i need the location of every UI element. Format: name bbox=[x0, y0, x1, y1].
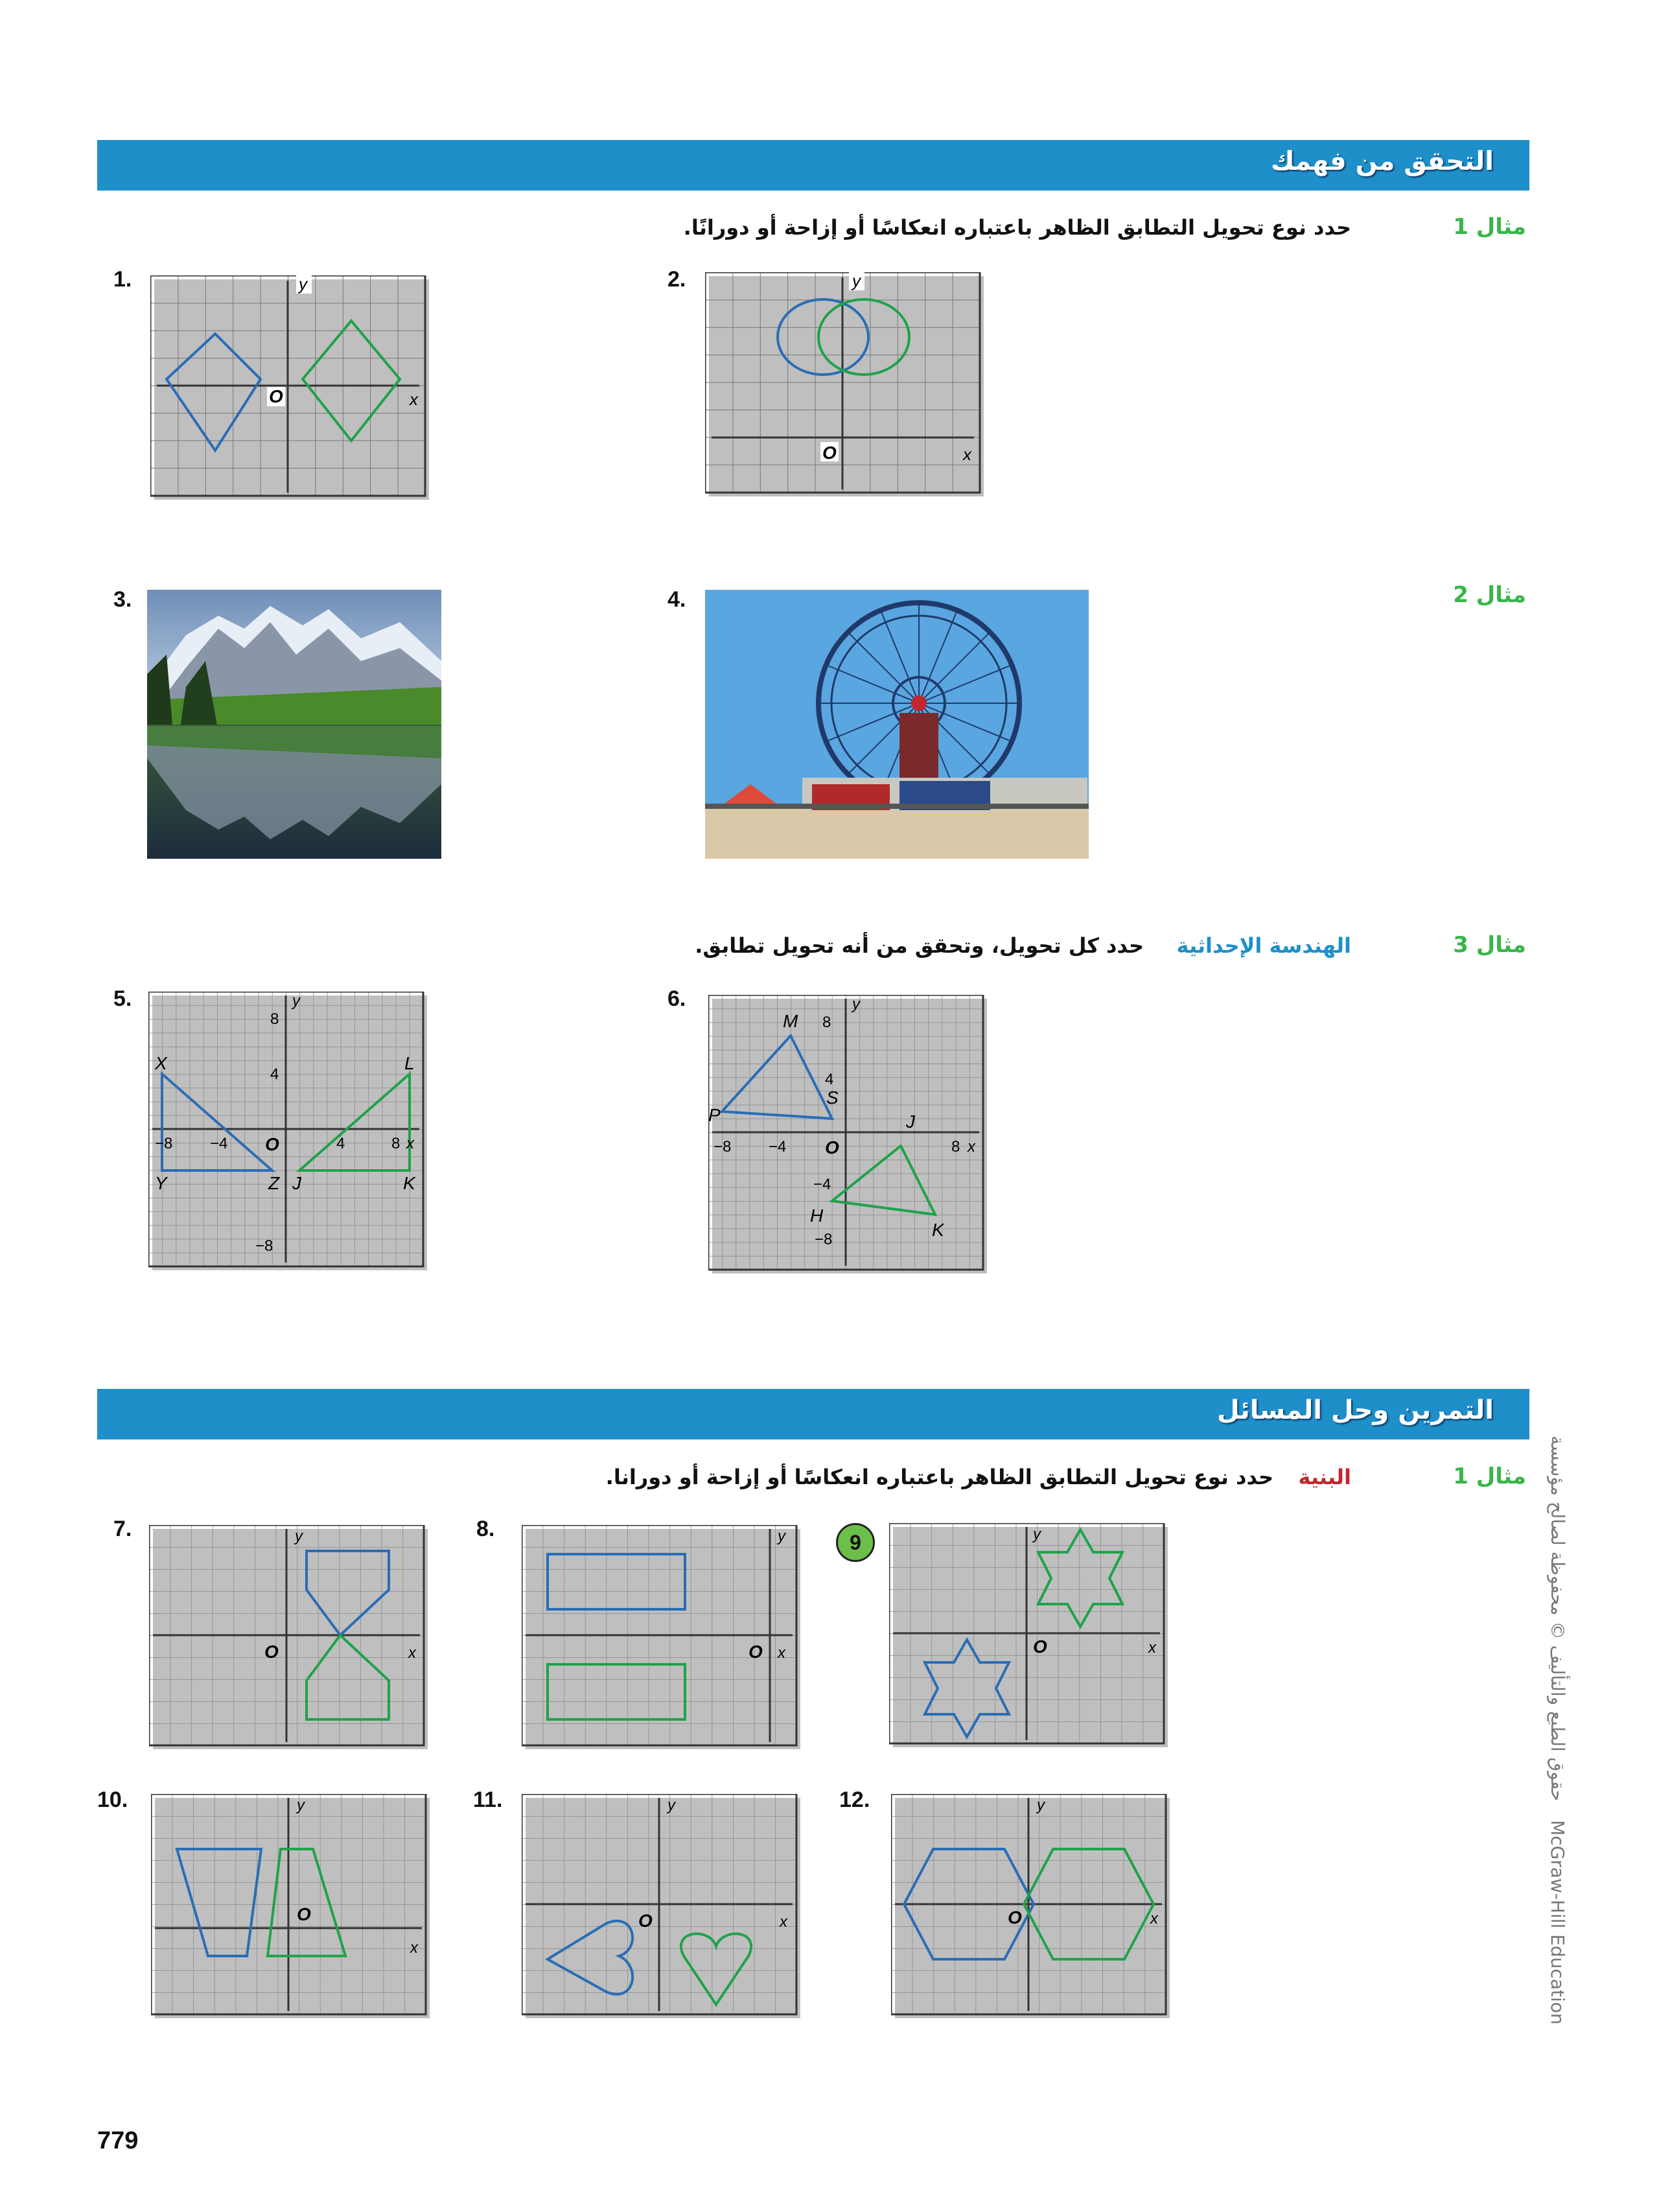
example-label: مثال 1 bbox=[1453, 1463, 1526, 1489]
origin-label: O bbox=[265, 1134, 279, 1154]
x-axis-label: x bbox=[963, 445, 971, 464]
problem-number: 5. bbox=[113, 986, 132, 1011]
tick-label: 8 bbox=[951, 1138, 960, 1156]
x-axis-label: x bbox=[1150, 1910, 1158, 1927]
problem-number-highlighted: 9 bbox=[836, 1523, 875, 1562]
x-axis-label: x bbox=[968, 1138, 975, 1156]
y-axis-label: y bbox=[852, 995, 860, 1013]
origin-label: O bbox=[638, 1911, 653, 1931]
point-label-H: H bbox=[810, 1205, 824, 1226]
example-label: مثال 2 bbox=[1453, 582, 1526, 608]
point-label-J: J bbox=[906, 1112, 915, 1132]
section-title: التحقق من فهمك bbox=[1270, 146, 1494, 176]
photo-mountain-lake-reflection bbox=[147, 590, 441, 859]
tick-label: 4 bbox=[336, 1135, 345, 1152]
graph-problem-11 bbox=[522, 1794, 807, 2024]
page-number: 779 bbox=[97, 2127, 139, 2154]
instruction: حدد نوع تحويل التطابق الظاهر باعتباره انعكاسًا أو إزاحة أو دورانًا. bbox=[683, 215, 1351, 240]
problem-number: 8. bbox=[476, 1517, 495, 1541]
point-label-M: M bbox=[783, 1011, 798, 1031]
point-label-X: X bbox=[155, 1053, 167, 1073]
problem-number: 4. bbox=[667, 587, 686, 612]
y-axis-label: y bbox=[297, 1797, 305, 1814]
x-axis-label: x bbox=[410, 1939, 418, 1957]
tick-label: −8 bbox=[815, 1231, 833, 1248]
y-axis-label: y bbox=[1033, 1526, 1041, 1543]
point-label-Z: Z bbox=[268, 1173, 280, 1193]
tick-label: −4 bbox=[210, 1135, 228, 1152]
point-label-J: J bbox=[292, 1173, 301, 1193]
point-label-K: K bbox=[932, 1220, 944, 1240]
graph-problem-2 bbox=[705, 272, 990, 502]
y-axis-label: y bbox=[299, 275, 307, 294]
x-axis-label: x bbox=[1148, 1639, 1156, 1657]
tick-label: 4 bbox=[825, 1071, 834, 1088]
problem-number: 12. bbox=[839, 1787, 870, 1812]
graph-problem-6 bbox=[708, 995, 993, 1274]
x-axis-label: x bbox=[408, 1644, 416, 1662]
tick-label: −8 bbox=[255, 1237, 273, 1255]
problem-number: 2. bbox=[667, 267, 686, 292]
origin-label: O bbox=[297, 1904, 311, 1924]
origin-label: O bbox=[264, 1642, 279, 1662]
origin-label: O bbox=[269, 386, 283, 406]
topic-label: الهندسة الإحداثية bbox=[1176, 933, 1351, 958]
tick-label: 8 bbox=[391, 1135, 400, 1152]
photo-ferris-wheel bbox=[705, 590, 1089, 859]
problem-number: 7. bbox=[113, 1517, 132, 1541]
y-axis-label: y bbox=[1037, 1797, 1045, 1814]
origin-label: O bbox=[1008, 1907, 1022, 1927]
section-title: التمرين وحل المسائل bbox=[1216, 1395, 1494, 1425]
y-axis-label: y bbox=[292, 992, 300, 1010]
graph-problem-8 bbox=[522, 1525, 807, 1755]
tick-label: −8 bbox=[155, 1135, 173, 1152]
example-label: مثال 1 bbox=[1453, 214, 1526, 240]
section-banner-practice bbox=[97, 1389, 1529, 1439]
example-label: مثال 3 bbox=[1453, 932, 1526, 958]
x-axis-label: x bbox=[410, 390, 418, 409]
point-label-Y: Y bbox=[155, 1173, 167, 1193]
point-label-S: S bbox=[826, 1088, 839, 1108]
x-axis-label: x bbox=[778, 1644, 785, 1662]
publisher-credit bbox=[1547, 1436, 1568, 2025]
graph-problem-1 bbox=[150, 275, 435, 506]
graph-problem-12 bbox=[891, 1794, 1176, 2024]
copyright-text: حقوق الطبع والتأليف © محفوظة لصالح مؤسسة bbox=[1547, 1436, 1568, 1802]
y-axis-label: y bbox=[778, 1528, 785, 1545]
tick-label: 4 bbox=[270, 1065, 279, 1083]
publisher-name: McGraw-Hill Education bbox=[1547, 1820, 1568, 2025]
tick-label: 8 bbox=[270, 1010, 279, 1028]
graph-problem-10 bbox=[151, 1794, 436, 2024]
origin-label: O bbox=[1033, 1636, 1047, 1657]
problem-number: 11. bbox=[473, 1787, 503, 1812]
section-banner-check bbox=[97, 140, 1529, 191]
graph-problem-5 bbox=[148, 992, 434, 1270]
problem-number: 3. bbox=[113, 587, 132, 612]
problem-number: 10. bbox=[97, 1787, 128, 1812]
tick-label: −4 bbox=[769, 1138, 787, 1156]
graph-problem-7 bbox=[149, 1525, 434, 1755]
y-axis-label: y bbox=[295, 1528, 303, 1545]
origin-label: O bbox=[822, 443, 837, 463]
problem-number: 1. bbox=[113, 267, 132, 292]
origin-label: O bbox=[825, 1137, 839, 1158]
tick-label: −4 bbox=[813, 1176, 831, 1193]
point-label-P: P bbox=[708, 1105, 721, 1125]
point-label-K: K bbox=[403, 1173, 415, 1193]
instruction: حدد كل تحويل، وتحقق من أنه تحويل تطابق. bbox=[695, 933, 1144, 958]
x-axis-label: x bbox=[406, 1135, 414, 1152]
problem-number: 6. bbox=[667, 986, 686, 1011]
y-axis-label: y bbox=[852, 272, 861, 290]
tick-label: −8 bbox=[713, 1138, 732, 1156]
origin-label: O bbox=[748, 1642, 763, 1662]
y-axis-label: y bbox=[667, 1797, 675, 1814]
point-label-L: L bbox=[404, 1053, 415, 1073]
x-axis-label: x bbox=[780, 1913, 787, 1931]
tick-label: 8 bbox=[822, 1014, 831, 1031]
topic-label: البنية bbox=[1298, 1465, 1351, 1489]
instruction: حدد نوع تحويل التطابق الظاهر باعتباره انعكاسًا أو إزاحة أو دورانا. bbox=[605, 1465, 1273, 1489]
graph-problem-9 bbox=[889, 1523, 1174, 1753]
